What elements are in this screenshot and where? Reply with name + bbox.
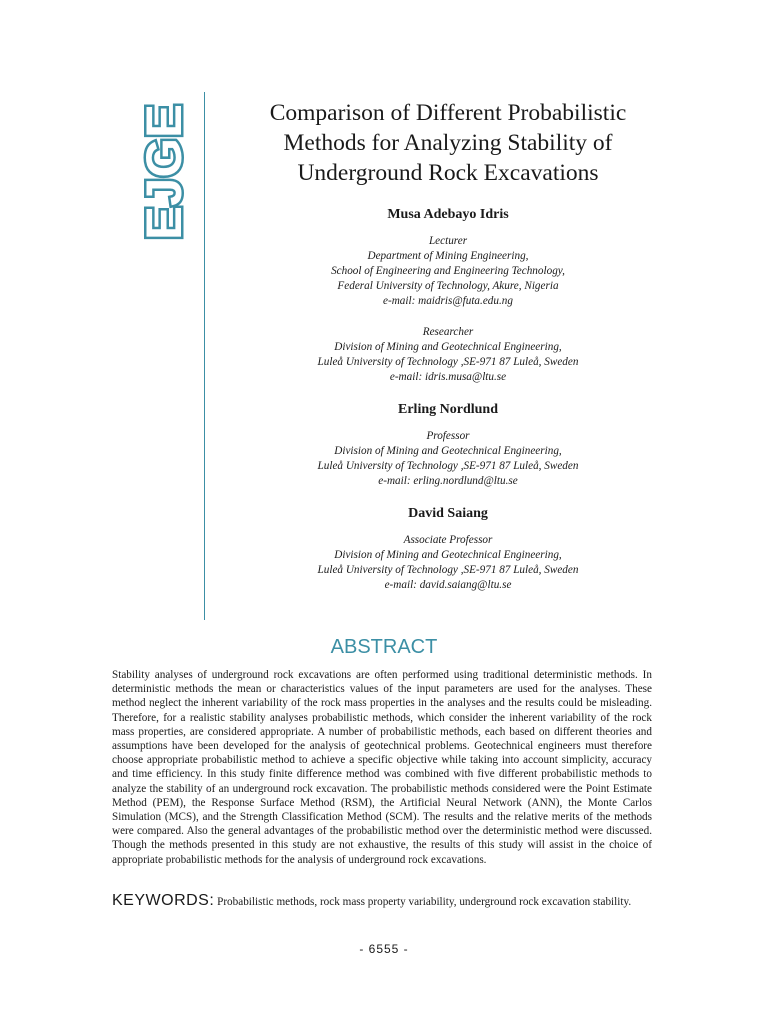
author-name: Musa Adebayo Idris — [387, 207, 509, 222]
author-name: Erling Nordlund — [398, 402, 498, 417]
keywords-label: KEYWORDS: — [112, 892, 215, 909]
title-line: Comparison of Different Probabilistic — [269, 100, 627, 126]
author-email: e-mail: david.saiang@ltu.se — [384, 579, 512, 591]
affiliation-line: Luleå University of Technology ,SE-971 87 Luleå, Sweden — [317, 460, 579, 472]
page-number: - 6555 - — [359, 942, 409, 956]
affiliation-line: Division of Mining and Geotechnical Engineering, — [334, 341, 562, 353]
affiliation-line: Division of Mining and Geotechnical Engineering, — [334, 445, 562, 457]
title-line: Methods for Analyzing Stability of — [283, 130, 613, 156]
journal-logo — [136, 102, 192, 242]
affiliation-line: Luleå University of Technology ,SE-971 87 Luleå, Sweden — [317, 564, 579, 576]
affiliation-line: Division of Mining and Geotechnical Engineering, — [334, 549, 562, 561]
author-email: e-mail: idris.musa@ltu.se — [389, 371, 507, 383]
author-role: Lecturer — [428, 235, 468, 247]
keywords-section — [112, 893, 652, 910]
affiliation-line: Federal University of Technology, Akure, Nigeria — [337, 280, 559, 292]
author-list — [216, 206, 680, 593]
divider-line — [204, 92, 205, 620]
title-line: Underground Rock Excavations — [297, 160, 599, 186]
keywords-text: Probabilistic methods, rock mass property variability, underground rock excavation stability. — [217, 896, 632, 908]
author-role: Associate Professor — [403, 534, 493, 546]
ejge-logo-icon — [136, 102, 192, 242]
abstract-heading: ABSTRACT — [330, 636, 438, 658]
author-email: e-mail: maidris@futa.edu.ng — [383, 295, 513, 307]
paper-title — [216, 98, 680, 188]
author-role: Professor — [426, 430, 470, 442]
affiliation-line: Luleå University of Technology ,SE-971 87 Luleå, Sweden — [317, 356, 579, 368]
affiliation-line: School of Engineering and Engineering Technology, — [331, 265, 565, 277]
author-role: Researcher — [422, 326, 474, 338]
logo-text: EJGE — [136, 106, 192, 240]
author-name: David Saiang — [408, 506, 488, 521]
affiliation-line: Department of Mining Engineering, — [367, 250, 529, 262]
author-email: e-mail: erling.nordlund@ltu.se — [378, 475, 518, 487]
abstract-text: Stability analyses of underground rock excavations are often performed using traditional deterministic methods. In deterministic methods the mean or characteristics values of the input parameters are used for the analyses. These method neglect the inherent variability of the rock mass properties in the analyses and the results could be misleading. Therefore, for a realistic stability analyses probabilistic methods, which consider the inherent variability of the rock mass properties, are considered appropriate. A number of probabilistic methods, each based on different theories and assumptions have been developed for the analysis of geotechnical problems. Geotechnical engineers must therefore choose appropriate probabilistic method to achieve a specific objective while taking into account simplicity, accuracy and time efficiency. In this study finite difference method was combined with five different probabilistic methods to analyze the stability of an underground rock excavation. The probabilistic methods considered were the Point Estimate Method (PEM), the Response Surface Method (RSM), the Artificial Neural Network (ANN), the Monte Carlos Simulation (MCS), and the Strength Classification Method (SCM). The results and the relative merits of the methods were compared. Also the general advantages of the probabilistic method over the deterministic method were discussed. Though the methods presented in this study are not exhaustive, the results of this study will assist in the choice of appropriate probabilistic methods for the analysis of underground rock excavations. — [112, 669, 652, 866]
